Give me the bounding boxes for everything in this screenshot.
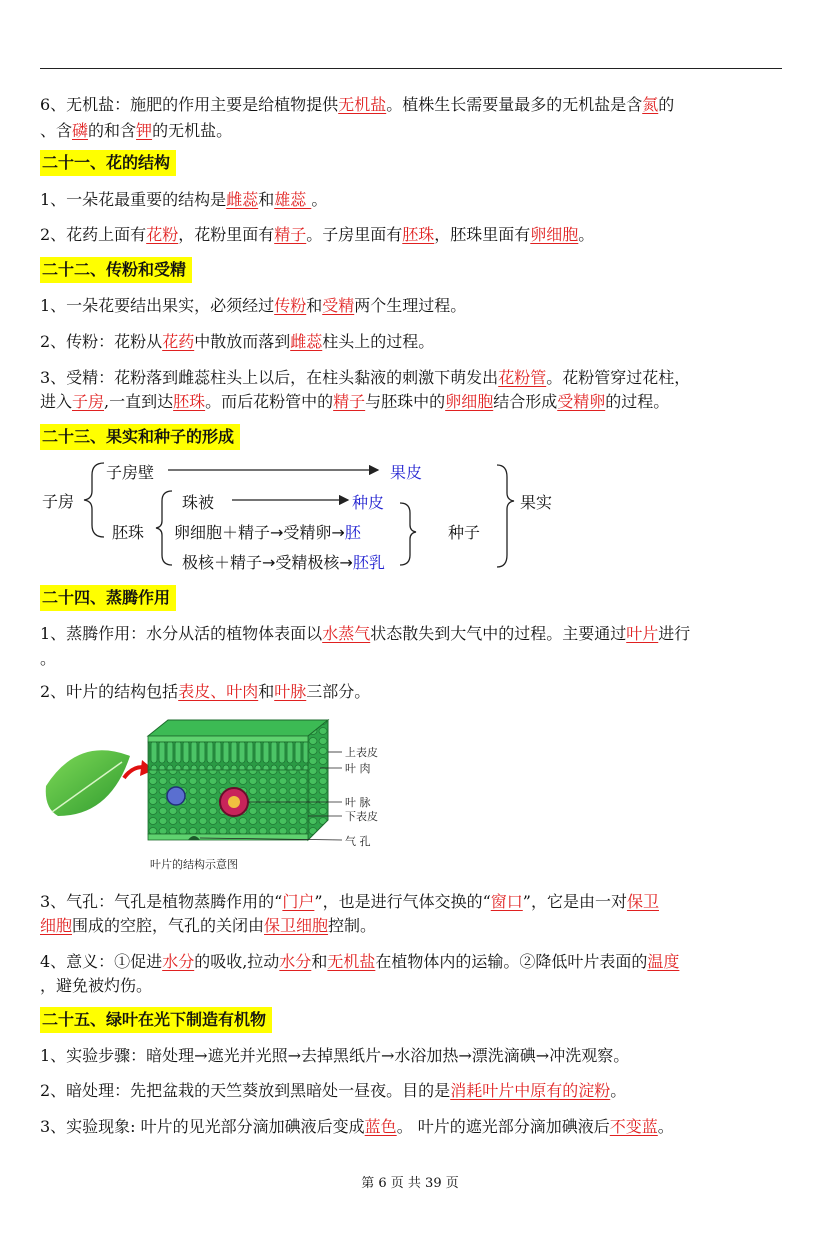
leaf-structure-image (38, 716, 388, 874)
brace-fruit (497, 465, 514, 567)
label-pericarp: 果皮 (390, 463, 423, 482)
para-transpiration-1-cont: 。 (40, 649, 57, 668)
para-transpiration-2: 2、叶片的结构包括表皮、叶肉和叶脉三部分。 (40, 682, 371, 701)
para-significance-cont: ，避免被灼伤。 (40, 976, 153, 995)
label-vein: 叶 脉 (345, 796, 371, 809)
para-transpiration-1: 1、蒸腾作用：水分从活的植物体表面以水蒸气状态散失到大气中的过程。主要通过叶片进行 (40, 624, 691, 643)
leaf-icon (46, 750, 130, 816)
para-experiment-steps: 1、实验步骤：暗处理→遮光并光照→去掉黑纸片→水浴加热→漂洗滴碘→冲洗观察。 (40, 1046, 630, 1065)
para-phenomenon: 3、实验现象: 叶片的见光部分滴加碘液后变成蓝色。 叶片的遮光部分滴加碘液后不变蓝。 (40, 1117, 674, 1136)
label-ovule: 胚珠 (112, 523, 145, 542)
heading-21: 二十一、花的结构 (40, 150, 176, 176)
page-footer: 第 6 页 共 39 页 (361, 1176, 459, 1191)
para-stoma: 3、气孔：气孔是植物蒸腾作用的“门户”，也是进行气体交换的“窗口”，它是由一对保卫 (40, 892, 659, 911)
para-dark-treatment: 2、暗处理：先把盆栽的天竺葵放到黑暗处一昼夜。目的是消耗叶片中原有的淀粉。 (40, 1081, 627, 1100)
para-pollination-1: 1、一朵花要结出果实，必须经过传粉和受精两个生理过程。 (40, 296, 467, 315)
label-polar-line: 极核＋精子→受精极核→胚乳 (182, 553, 385, 572)
heading-23: 二十三、果实和种子的形成 (40, 424, 240, 450)
label-mesophyll: 叶 肉 (345, 762, 371, 775)
leaf-caption: 叶片的结构示意图 (150, 858, 238, 871)
brace-ovary (84, 463, 104, 537)
para-significance: 4、意义：①促进水分的吸收,拉动水分和无机盐在植物体内的运输。②降低叶片表面的温度 (40, 952, 680, 971)
label-egg-line: 卵细胞＋精子→受精卵→胚 (174, 523, 361, 542)
label-upper-epidermis: 上表皮 (345, 746, 378, 759)
label-endosperm: 胚乳 (352, 553, 385, 572)
heading-22: 二十二、传粉和受精 (40, 257, 192, 283)
label-embryo: 胚 (344, 523, 361, 542)
para-flower-1: 1、一朵花最重要的结构是雌蕊和雄蕊 。 (40, 190, 328, 209)
heading-25: 二十五、绿叶在光下制造有机物 (40, 1007, 272, 1033)
brace-ovule (156, 491, 172, 565)
label-seed: 种子 (448, 523, 481, 542)
label-integument: 珠被 (182, 493, 215, 512)
para-pollination-2: 2、传粉：花粉从花药中散放而落到雌蕊柱头上的过程。 (40, 332, 435, 351)
label-ovary-wall: 子房壁 (106, 463, 155, 482)
para-stoma-cont: 细胞围成的空腔，气孔的关闭由保卫细胞控制。 (40, 916, 377, 935)
para-mineral-salt: 6、无机盐：施肥的作用主要是给植物提供无机盐。植株生长需要量最多的无机盐是含氮的 (40, 95, 675, 114)
para-fertilization-cont: 进入子房,一直到达胚珠。而后花粉管中的精子与胚珠中的卵细胞结合形成受精卵的过程。 (40, 392, 670, 411)
para-fertilization: 3、受精：花粉落到雌蕊柱头上以后，在柱头黏液的刺激下萌发出花粉管。花粉管穿过花柱， (40, 368, 691, 387)
heading-24: 二十四、蒸腾作用 (40, 585, 176, 611)
label-ovary: 子房 (42, 492, 75, 511)
label-stoma: 气 孔 (345, 835, 371, 848)
para-mineral-salt-cont: 、含磷的和含钾的无机盐。 (40, 121, 233, 140)
header-rule (40, 68, 782, 69)
label-seed-coat: 种皮 (352, 493, 385, 512)
para-flower-2: 2、花药上面有花粉，花粉里面有精子。子房里面有胚珠，胚珠里面有卵细胞。 (40, 225, 595, 244)
brace-seed (400, 503, 416, 565)
label-lower-epidermis: 下表皮 (345, 810, 378, 823)
label-fruit: 果实 (520, 493, 553, 512)
